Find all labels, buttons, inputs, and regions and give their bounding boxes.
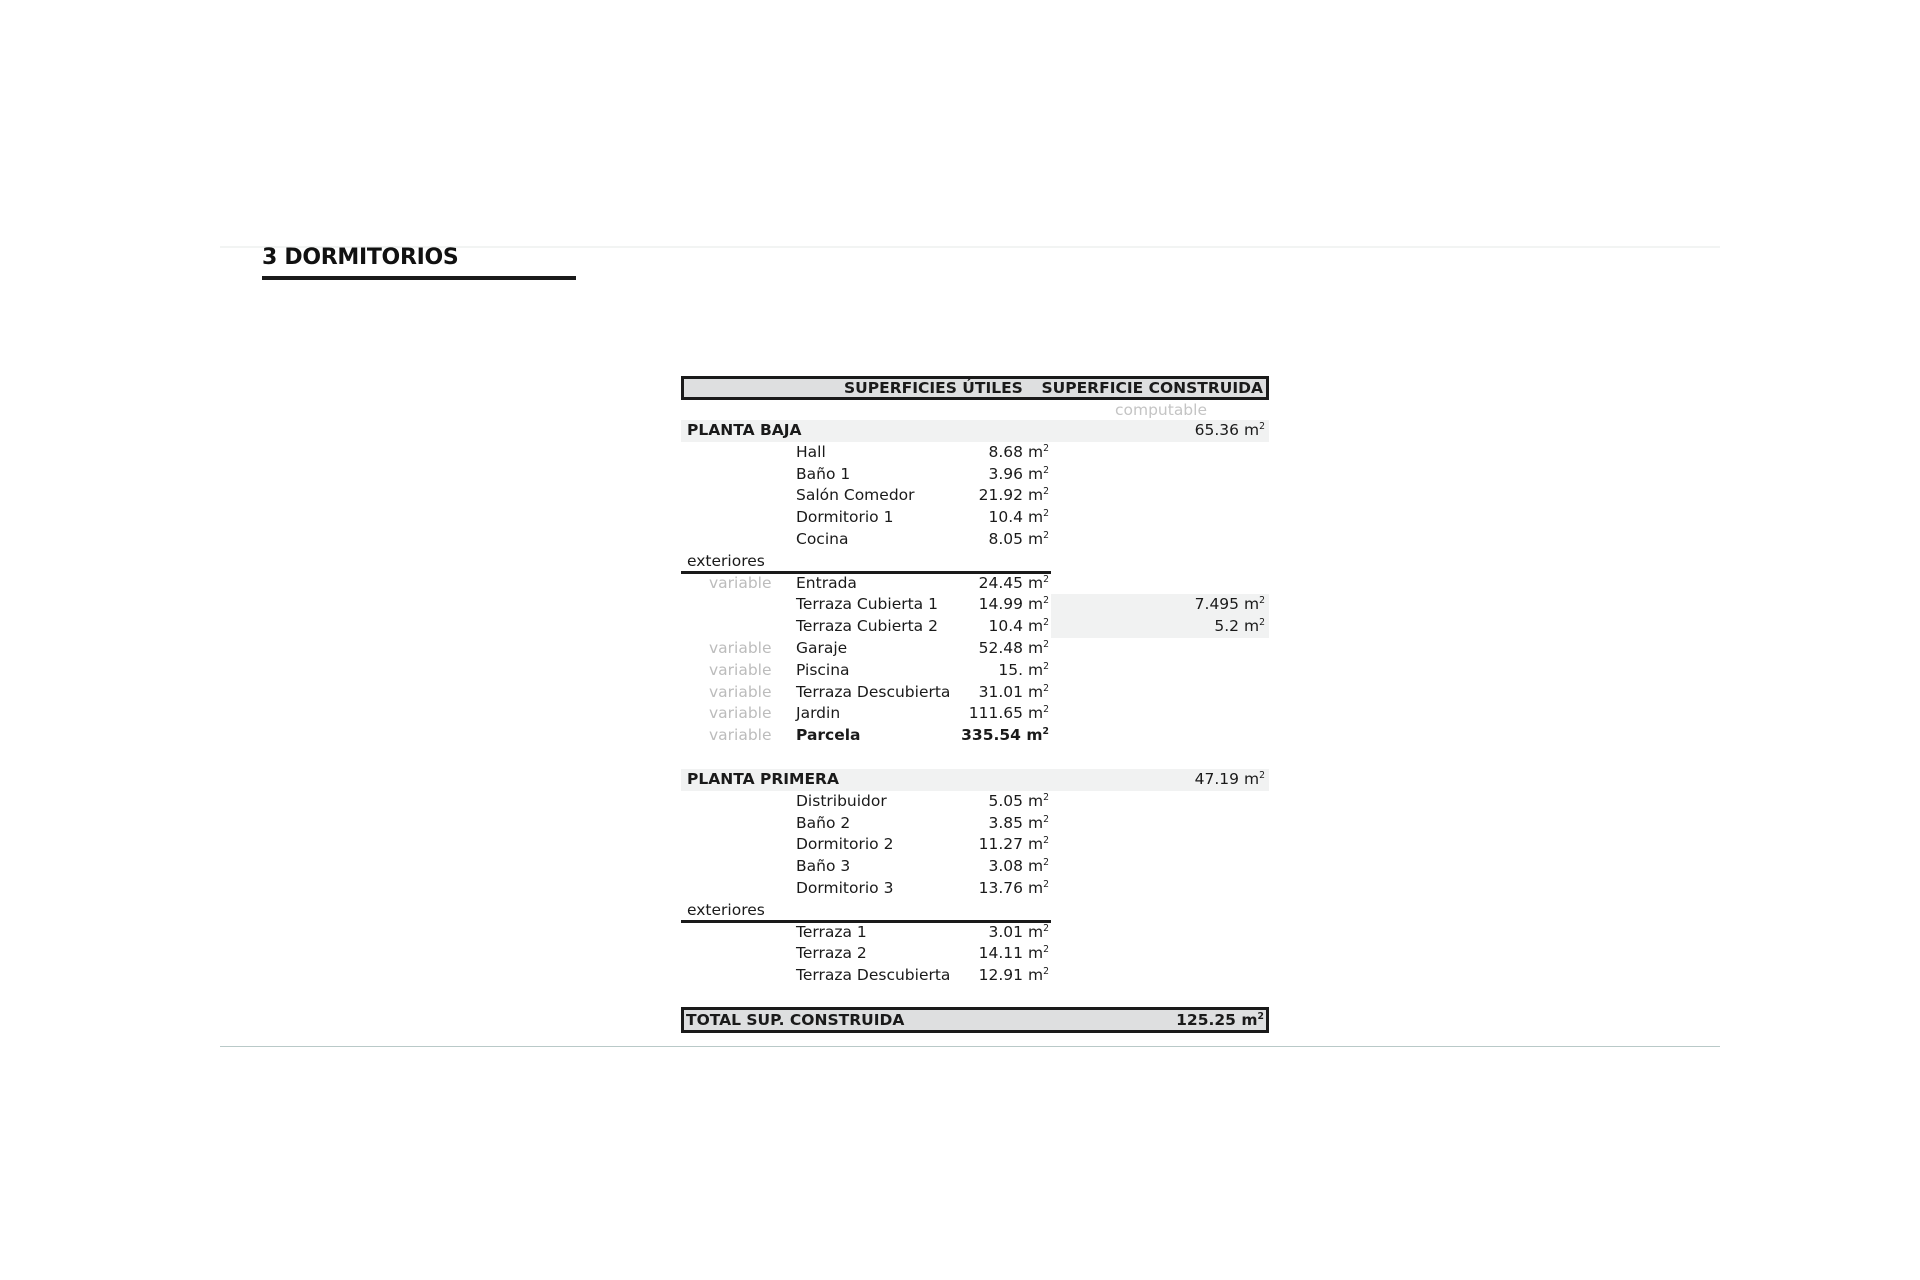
- section-built-value: [1195, 420, 1265, 442]
- exterior-value-number: 335.54: [961, 726, 1021, 745]
- unit-sup: 2: [1043, 617, 1049, 629]
- table-row: [681, 660, 1269, 682]
- unit-sup: 2: [1043, 638, 1049, 650]
- unit: m: [1243, 595, 1260, 614]
- table-row: [681, 813, 1269, 835]
- exteriores-row: [681, 551, 1269, 573]
- exterior-value: [969, 703, 1049, 725]
- unit-sup: 2: [1043, 442, 1049, 454]
- section-built-value: [1195, 769, 1265, 791]
- exterior-value: [979, 638, 1049, 660]
- table-row: [681, 943, 1269, 965]
- room-value-number: 3.85: [988, 813, 1024, 832]
- exterior-value-number: 3.01: [988, 922, 1024, 941]
- unit: m: [1027, 966, 1044, 985]
- exterior-name: Terraza Descubierta: [796, 966, 951, 985]
- unit-sup: 2: [1043, 878, 1049, 890]
- exterior-value: [989, 922, 1049, 944]
- header-useful-surfaces: SUPERFICIES ÚTILES: [844, 379, 1023, 397]
- total-value: 125.25 $m^2$: [1176, 1010, 1264, 1029]
- unit-sup: 2: [1043, 486, 1049, 498]
- table-header: [681, 376, 1269, 400]
- room-value-number: 21.92: [978, 486, 1024, 505]
- room-value-number: 5.05: [988, 791, 1024, 810]
- section-built-value-number: 65.36: [1194, 421, 1240, 439]
- room-value-number: 8.05: [988, 529, 1024, 548]
- unit-sup: 2: [1043, 965, 1049, 977]
- exterior-value-number: 24.45: [978, 573, 1024, 592]
- unit: m: [1027, 660, 1044, 679]
- variable-tag: variable: [709, 660, 772, 679]
- room-value-number: 13.76: [978, 878, 1024, 897]
- bottom-divider: [220, 1046, 1720, 1047]
- unit-sup: 2: [1043, 660, 1049, 672]
- table-row: [681, 878, 1269, 900]
- unit: m: [1243, 769, 1260, 788]
- exterior-name: Terraza 1: [796, 922, 867, 941]
- room-value: [979, 834, 1049, 856]
- unit-sup: 2: [1043, 704, 1049, 716]
- exterior-value: [979, 573, 1049, 595]
- unit-sup: 2: [1043, 813, 1049, 825]
- unit: m: [1243, 617, 1260, 636]
- room-value-number: 3.08: [988, 857, 1024, 876]
- room-value: [979, 485, 1049, 507]
- header-built-surface: SUPERFICIE CONSTRUIDA: [1041, 379, 1263, 397]
- exterior-value-number: 31.01: [978, 682, 1024, 701]
- unit: m: [1027, 857, 1044, 876]
- exterior-value-number: 10.4: [988, 617, 1024, 636]
- header-built-note: computable: [1114, 401, 1207, 419]
- room-value: [989, 507, 1049, 529]
- exterior-value-number: 52.48: [978, 638, 1024, 657]
- section-row: [681, 420, 1269, 442]
- table-row: [681, 529, 1269, 551]
- unit: m: [1027, 464, 1044, 483]
- table-row: [681, 638, 1269, 660]
- exterior-built-value-number: 5.2: [1214, 617, 1240, 636]
- exterior-value-number: 14.11: [978, 944, 1024, 963]
- exterior-name: Entrada: [796, 573, 857, 592]
- section-label: PLANTA BAJA: [687, 421, 802, 439]
- variable-tag: variable: [709, 638, 772, 657]
- unit-sup: 2: [1043, 529, 1049, 541]
- section-row: [681, 769, 1269, 791]
- unit-sup: 2: [1259, 420, 1265, 432]
- total-row: [681, 1007, 1269, 1033]
- room-name: Baño 1: [796, 464, 851, 483]
- unit: m: [1027, 813, 1044, 832]
- room-value: [989, 529, 1049, 551]
- exterior-value: [989, 616, 1049, 638]
- unit: m: [1027, 486, 1044, 505]
- variable-tag: variable: [709, 704, 772, 723]
- table-row: [681, 834, 1269, 856]
- exterior-value: [979, 594, 1049, 616]
- unit-sup: 2: [1259, 769, 1265, 781]
- exterior-name: Terraza 2: [796, 944, 867, 963]
- exterior-value: [979, 943, 1049, 965]
- table-row: [681, 965, 1269, 987]
- unit: m: [1243, 421, 1260, 439]
- exteriores-label: exteriores: [687, 900, 765, 919]
- room-value: [979, 878, 1049, 900]
- exterior-name: Terraza Descubierta: [796, 682, 951, 701]
- unit: m: [1027, 682, 1044, 701]
- unit: m: [1027, 573, 1044, 592]
- exteriores-label: exteriores: [687, 551, 765, 570]
- room-name: Baño 2: [796, 813, 851, 832]
- exterior-name: Garaje: [796, 638, 848, 657]
- table-row: [681, 573, 1269, 595]
- unit: m: [1027, 442, 1044, 461]
- unit-sup: 2: [1259, 617, 1265, 629]
- unit: m: [1026, 726, 1043, 745]
- room-value: [989, 442, 1049, 464]
- unit: m: [1027, 791, 1044, 810]
- exterior-built-value: [1214, 616, 1265, 638]
- table-row: [681, 856, 1269, 878]
- exterior-name: Jardin: [796, 704, 841, 723]
- room-value-number: 11.27: [978, 835, 1024, 854]
- table-row: [681, 725, 1269, 747]
- room-name: Distribuidor: [796, 791, 887, 810]
- table-row: [681, 616, 1269, 638]
- unit-sup: 2: [1043, 835, 1049, 847]
- unit: m: [1027, 508, 1044, 527]
- unit: m: [1027, 617, 1044, 636]
- section-built-value-number: 47.19: [1194, 769, 1240, 788]
- unit-sup: 2: [1043, 595, 1049, 607]
- exterior-name: Piscina: [796, 660, 850, 679]
- room-value: [989, 813, 1049, 835]
- room-name: Dormitorio 2: [796, 835, 894, 854]
- exterior-value-number: 111.65: [968, 704, 1024, 723]
- room-name: Cocina: [796, 529, 849, 548]
- room-name: Dormitorio 3: [796, 878, 894, 897]
- exteriores-row: [681, 900, 1269, 922]
- table-row: [681, 464, 1269, 486]
- unit: m: [1027, 704, 1044, 723]
- unit: m: [1027, 595, 1044, 614]
- table-row: [681, 442, 1269, 464]
- room-value: [989, 856, 1049, 878]
- table-row: [681, 703, 1269, 725]
- table-row: [681, 485, 1269, 507]
- table-row: [681, 922, 1269, 944]
- variable-tag: variable: [709, 573, 772, 592]
- unit: m: [1027, 638, 1044, 657]
- unit-sup: 2: [1042, 726, 1049, 737]
- surface-table: [681, 376, 1269, 1033]
- total-label: TOTAL SUP. CONSTRUIDA: [686, 1010, 905, 1029]
- room-value: [989, 791, 1049, 813]
- table-row: [681, 791, 1269, 813]
- page-title: 3 DORMITORIOS: [262, 245, 459, 270]
- variable-tag: variable: [709, 682, 772, 701]
- unit-sup: 2: [1043, 944, 1049, 956]
- exterior-value: [998, 660, 1049, 682]
- unit-sup: 2: [1043, 508, 1049, 520]
- unit-sup: 2: [1043, 856, 1049, 868]
- title-underline: [262, 276, 576, 280]
- unit-sup: 2: [1259, 595, 1265, 607]
- exterior-value-number: 15.: [998, 660, 1024, 679]
- unit-sup: 2: [1043, 922, 1049, 934]
- table-row: [681, 507, 1269, 529]
- exterior-value-number: 14.99: [978, 595, 1024, 614]
- exterior-value: [979, 965, 1049, 987]
- unit: m: [1027, 944, 1044, 963]
- exterior-value: [979, 682, 1049, 704]
- unit: m: [1027, 835, 1044, 854]
- room-name: Dormitorio 1: [796, 508, 894, 527]
- unit: m: [1027, 922, 1044, 941]
- unit: m: [1027, 878, 1044, 897]
- room-value: [989, 464, 1049, 486]
- unit-sup: 2: [1043, 464, 1049, 476]
- exterior-built-value-number: 7.495: [1194, 595, 1240, 614]
- unit-sup: 2: [1043, 682, 1049, 694]
- table-body: [681, 420, 1269, 987]
- room-name: Baño 3: [796, 857, 851, 876]
- exterior-value-number: 12.91: [978, 966, 1024, 985]
- room-value-number: 3.96: [988, 464, 1024, 483]
- room-name: Hall: [796, 442, 826, 461]
- exterior-value: [961, 725, 1049, 747]
- room-value-number: 8.68: [988, 442, 1024, 461]
- exterior-name: Terraza Cubierta 2: [796, 617, 938, 636]
- variable-tag: variable: [709, 726, 772, 745]
- section-spacer: [681, 747, 1269, 769]
- exterior-built-value: [1195, 594, 1265, 616]
- unit: m: [1027, 529, 1044, 548]
- exterior-name: Terraza Cubierta 1: [796, 595, 938, 614]
- unit-sup: 2: [1043, 573, 1049, 585]
- room-name: Salón Comedor: [796, 486, 915, 505]
- table-row: [681, 682, 1269, 704]
- exterior-name: Parcela: [796, 726, 861, 745]
- room-value-number: 10.4: [988, 508, 1024, 527]
- unit-sup: 2: [1043, 791, 1049, 803]
- table-row: [681, 594, 1269, 616]
- section-label: PLANTA PRIMERA: [687, 769, 839, 788]
- header-note-row: [681, 400, 1269, 420]
